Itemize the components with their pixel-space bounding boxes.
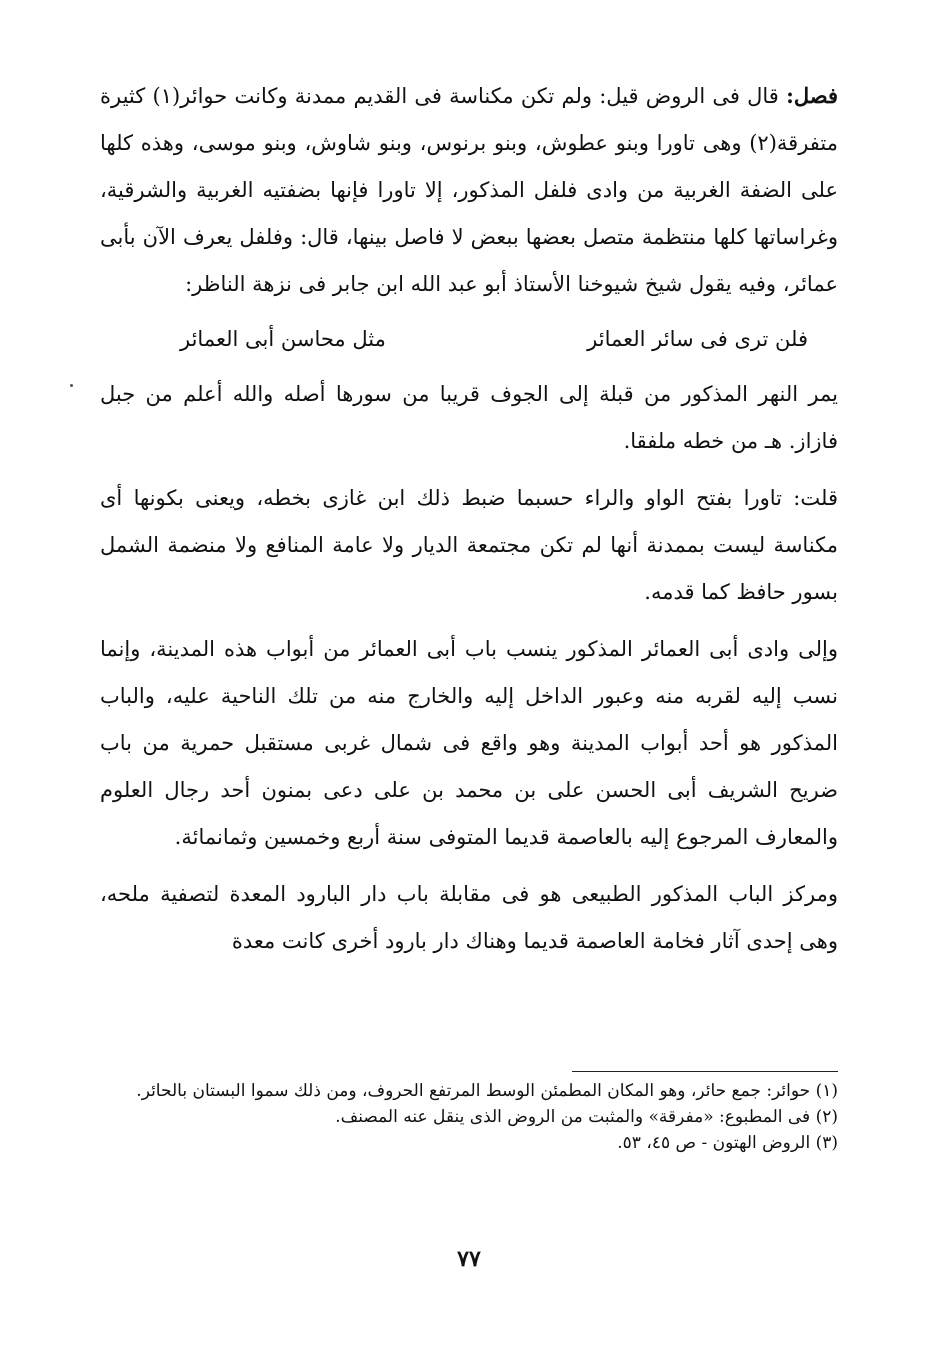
scan-speck bbox=[70, 384, 73, 387]
paragraph-1-text: قال فى الروض قيل: ولم تكن مكناسة فى القديم ممدنة وكانت حوائر(١) كثيرة متفرقة(٢) وهى تاورا وبنو عطوش، وبنو برنوس، وبنو شاوش، وبنو موسى، وهذه كلها على الضفة الغربية من وادى فلفل المذكور، إلا تاورا فإنها بضفتيه الغربية والشرقية، وغراساتها كلها منتظمة متصل بعضها ببعض لا فاصل بينها، قال: وفلفل يعرف الآن بأبى عمائر، وفيه يقول شيخ شيوخنا الأستاذ أبو عبد الله ابن جابر فى نزهة الناظر: bbox=[100, 84, 838, 296]
verse-second-hemistich: مثل محاسن أبى العمائر bbox=[180, 327, 386, 351]
footnote-3: (٣) الروض الهتون - ص ٤٥، ٥٣. bbox=[617, 1133, 838, 1153]
footnote-1: (١) حوائر: جمع حائر، وهو المكان المطمئن الوسط المرتفع الحروف، ومن ذلك سموا البستان بالحائر. bbox=[136, 1081, 838, 1101]
footnotes bbox=[100, 1078, 838, 1156]
paragraph-2: يمر النهر المذكور من قبلة إلى الجوف قريبا من سورها أصله والله أعلم من جبل فازاز. هـ من خطه ملفقا. bbox=[100, 382, 838, 453]
section-heading: فصل: bbox=[786, 83, 838, 108]
paragraph-5: ومركز الباب المذكور الطبيعى هو فى مقابلة باب دار البارود المعدة لتصفية ملحه، وهى إحدى آثار فخامة العاصمة قديما وهناك دار بارود أخرى كانت معدة bbox=[100, 882, 838, 953]
footnote-rule bbox=[572, 1071, 838, 1072]
main-text bbox=[100, 72, 838, 965]
footnote-2: (٢) فى المطبوع: «مفرقة» والمثبت من الروض الذى ينقل عنه المصنف. bbox=[335, 1107, 838, 1127]
page-number: ٧٧ bbox=[457, 1246, 481, 1272]
paragraph-4: وإلى وادى أبى العمائر المذكور ينسب باب أبى العمائر من أبواب هذه المدينة، وإنما نسب إليه لقربه منه وعبور الداخل إليه والخارج منه من تلك الناحية عليه، والباب المذكور هو أحد أبواب المدينة وهو واقع فى شمال غربى مستقبل حمرية من باب ضريح الشريف أبى الحسن على بن محمد بن على دعى بمنون أحد رجال العلوم والمعارف المرجوع إليه بالعاصمة قديما المتوفى سنة أربع وخمسين وثمانمائة. bbox=[100, 637, 838, 849]
paragraph-3: قلت: تاورا بفتح الواو والراء حسبما ضبط ذلك ابن غازى بخطه، ويعنى بكونها أى مكناسة ليست بممدنة أنها لم تكن مجتمعة الديار ولا عامة المنافع ولا منضمة الشمل بسور حافظ كما قدمه. bbox=[100, 486, 838, 604]
verse-first-hemistich: فلن ترى فى سائر العمائر bbox=[587, 327, 808, 351]
poem-verse bbox=[180, 316, 808, 363]
paragraph-1 bbox=[100, 72, 838, 308]
